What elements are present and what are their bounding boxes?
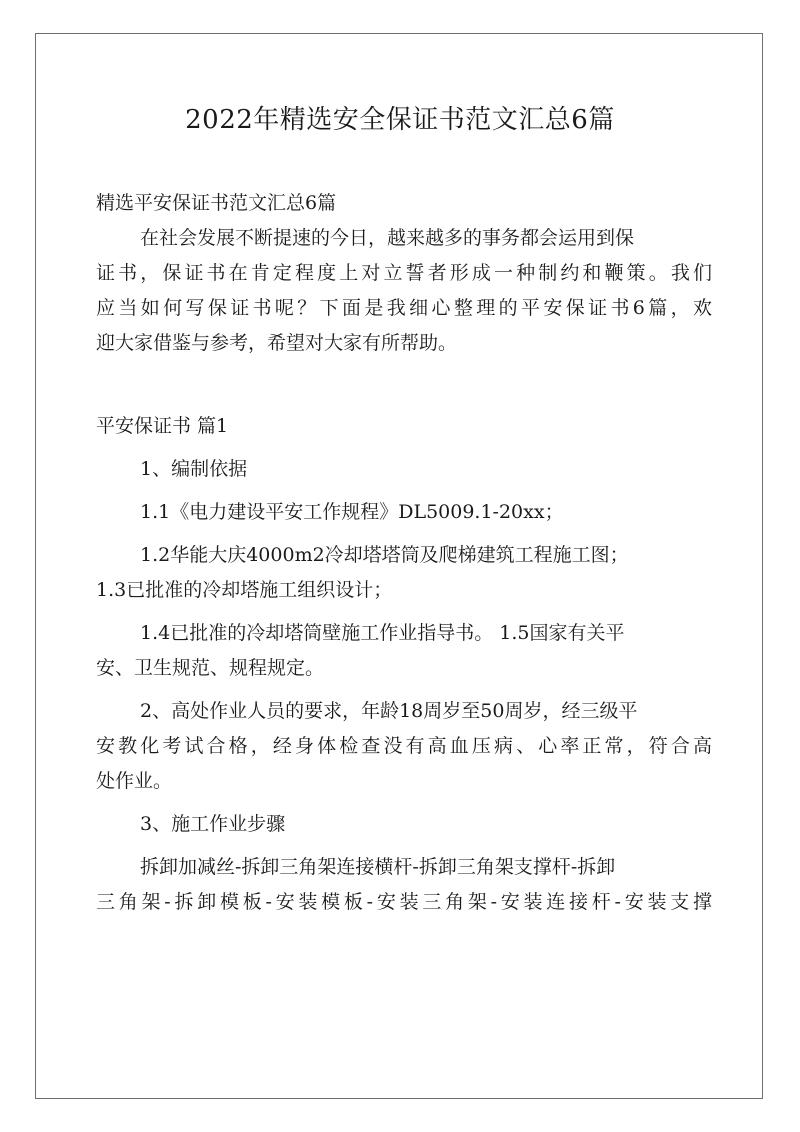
item-1-4-line-2: 安、卫生规范、规程规定。 <box>96 657 325 679</box>
item-1-2: 1.2华能大庆4000m2冷却塔塔筒及爬梯建筑工程施工图； <box>140 544 629 566</box>
intro-line-3: 应当如何写保证书呢？下面是我细心整理的平安保证书6篇，欢 <box>96 297 712 319</box>
document-body <box>96 186 712 920</box>
item-heading-3: 3、施工作业步骤 <box>140 813 286 835</box>
item-1-4-line-1: 1.4已批准的冷却塔筒壁施工作业指导书。 1.5国家有关平 <box>140 622 625 644</box>
doc-subtitle: 精选平安保证书范文汇总6篇 <box>96 192 337 214</box>
item-1-3: 1.3已批准的冷却塔施工组织设计； <box>96 579 393 601</box>
intro-line-4: 迎大家借鉴与参考，希望对大家有所帮助。 <box>96 332 458 354</box>
item-2-line-3: 处作业。 <box>96 770 173 792</box>
intro-line-2: 证书，保证书在肯定程度上对立誓者形成一种制约和鞭策。我们 <box>96 262 712 284</box>
item-1-1: 1.1《电力建设平安工作规程》DL5009.1-20xx； <box>140 501 564 523</box>
item-2-line-2: 安教化考试合格，经身体检查没有高血压病、心率正常，符合高 <box>96 735 712 757</box>
document-title: 2022年精选安全保证书范文汇总6篇 <box>185 105 615 135</box>
section-heading: 平安保证书 篇1 <box>96 415 229 437</box>
intro-line-1: 在社会发展不断提速的今日，越来越多的事务都会运用到保 <box>140 227 635 249</box>
steps-line-2: 三角架-拆卸模板-安装模板-安装三角架-安装连接杆-安装支撑 <box>96 891 712 913</box>
steps-line-1: 拆卸加减丝-拆卸三角架连接横杆-拆卸三角架支撑杆-拆卸 <box>140 856 616 878</box>
item-heading-1: 1、编制依据 <box>140 458 248 480</box>
item-2-line-1: 2、高处作业人员的要求，年龄18周岁至50周岁，经三级平 <box>140 700 638 722</box>
